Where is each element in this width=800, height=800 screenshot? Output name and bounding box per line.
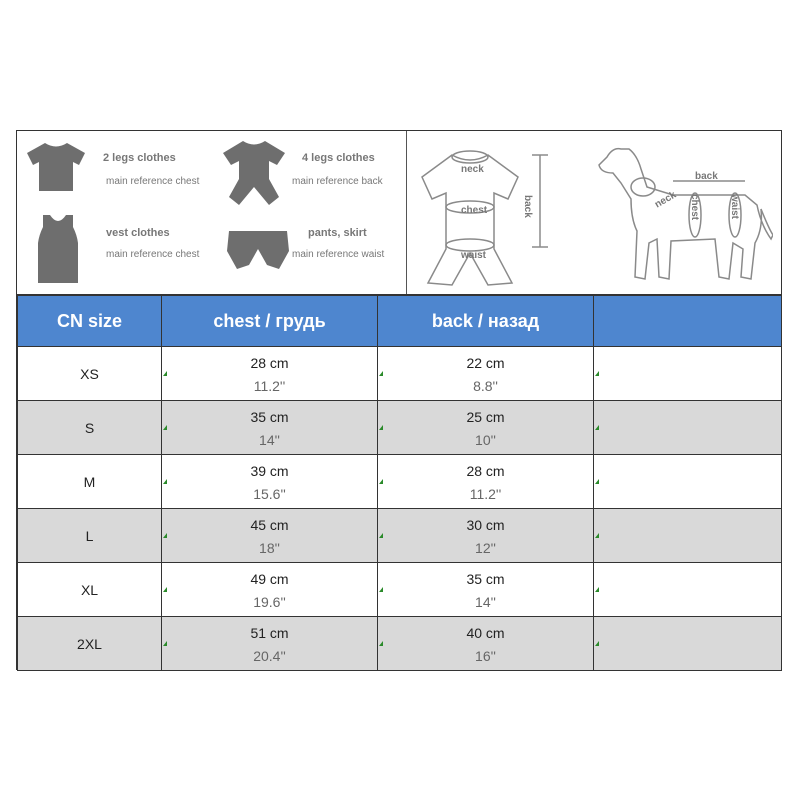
back-cm: 30 cm (466, 516, 505, 533)
chest-cm: 51 cm (250, 624, 289, 641)
empty-cell (594, 455, 782, 509)
cell-corner-mark (379, 641, 383, 646)
size-cell: L (18, 509, 162, 563)
empty-cell (594, 401, 782, 455)
header-cn-size: CN size (18, 296, 162, 347)
cell-corner-mark (163, 533, 167, 538)
empty-cell (594, 563, 782, 617)
tshirt-icon (25, 141, 87, 193)
size-table-body (18, 347, 782, 671)
back-inch: 10'' (475, 431, 496, 448)
chest-cm: 35 cm (250, 408, 289, 425)
size-cell: S (18, 401, 162, 455)
guide-title-2legs: 2 legs clothes (103, 152, 176, 164)
back-cell (378, 455, 594, 509)
size-cell: XL (18, 563, 162, 617)
empty-cell (594, 347, 782, 401)
cell-corner-mark (379, 425, 383, 430)
table-row (18, 401, 782, 455)
size-cell: 2XL (18, 617, 162, 671)
table-row (18, 509, 782, 563)
guide-subtitle-pants: main reference waist (292, 249, 385, 260)
cell-corner-mark (163, 587, 167, 592)
header-back: back / назад (378, 296, 594, 347)
cell-corner-mark (163, 479, 167, 484)
chest-inch: 19.6'' (253, 593, 286, 610)
table-row (18, 455, 782, 509)
size-cell: M (18, 455, 162, 509)
back-cm: 25 cm (466, 408, 505, 425)
back-cell (378, 509, 594, 563)
chest-cell (162, 509, 378, 563)
back-inch: 16'' (475, 647, 496, 664)
cell-corner-mark (163, 371, 167, 376)
back-inch: 11.2'' (469, 485, 502, 502)
dog-label-chest: chest (689, 194, 700, 221)
cell-corner-mark (595, 371, 599, 376)
pants-icon (225, 229, 291, 271)
dog-diagram (595, 139, 773, 287)
back-cm: 22 cm (466, 354, 505, 371)
guide-title-vest: vest clothes (106, 227, 170, 239)
back-cm: 28 cm (466, 462, 505, 479)
back-cm: 35 cm (466, 570, 505, 587)
diagram-label-chest: chest (461, 205, 488, 216)
cell-corner-mark (163, 641, 167, 646)
header-chest: chest / грудь (162, 296, 378, 347)
table-header-row (18, 296, 782, 347)
cell-corner-mark (595, 533, 599, 538)
diagram-label-neck: neck (461, 164, 484, 175)
cell-corner-mark (379, 587, 383, 592)
diagram-label-back: back (522, 195, 533, 218)
cell-corner-mark (595, 641, 599, 646)
back-cell (378, 401, 594, 455)
diagram-label-waist: waist (461, 250, 487, 261)
back-inch: 12'' (475, 539, 496, 556)
back-cell (378, 563, 594, 617)
chest-inch: 14'' (259, 431, 280, 448)
back-cell (378, 617, 594, 671)
cell-corner-mark (595, 479, 599, 484)
chest-inch: 18'' (259, 539, 280, 556)
chest-cell (162, 347, 378, 401)
measurement-guide (17, 131, 781, 295)
jumpsuit-icon (221, 139, 287, 209)
chest-cell (162, 617, 378, 671)
chest-cm: 45 cm (250, 516, 289, 533)
size-cell: XS (18, 347, 162, 401)
cell-corner-mark (379, 533, 383, 538)
cell-corner-mark (379, 479, 383, 484)
guide-subtitle-2legs: main reference chest (106, 176, 200, 187)
back-inch: 14'' (475, 593, 496, 610)
vest-icon (37, 213, 79, 285)
chest-cm: 49 cm (250, 570, 289, 587)
chest-cell (162, 401, 378, 455)
table-row (18, 563, 782, 617)
size-chart (16, 130, 782, 670)
guide-title-4legs: 4 legs clothes (302, 152, 375, 164)
table-row (18, 617, 782, 671)
guide-title-pants: pants, skirt (308, 227, 367, 239)
chest-cell (162, 455, 378, 509)
chest-inch: 11.2'' (253, 377, 286, 394)
chest-inch: 15.6'' (253, 485, 286, 502)
guide-subtitle-4legs: main reference back (292, 176, 383, 187)
cell-corner-mark (595, 587, 599, 592)
back-cell (378, 347, 594, 401)
cell-corner-mark (163, 425, 167, 430)
cell-corner-mark (595, 425, 599, 430)
dog-label-back: back (695, 171, 718, 182)
size-table (17, 295, 782, 671)
empty-cell (594, 617, 782, 671)
chest-cm: 28 cm (250, 354, 289, 371)
chest-cell (162, 563, 378, 617)
chest-inch: 20.4'' (253, 647, 286, 664)
cell-corner-mark (379, 371, 383, 376)
guide-divider (406, 131, 407, 294)
empty-cell (594, 509, 782, 563)
table-row (18, 347, 782, 401)
header-empty (594, 296, 782, 347)
dog-label-waist: waist (729, 194, 740, 220)
back-inch: 8.8'' (473, 377, 498, 394)
chest-cm: 39 cm (250, 462, 289, 479)
dog-label-neck: neck (653, 189, 679, 211)
back-cm: 40 cm (466, 624, 505, 641)
guide-subtitle-vest: main reference chest (106, 249, 200, 260)
